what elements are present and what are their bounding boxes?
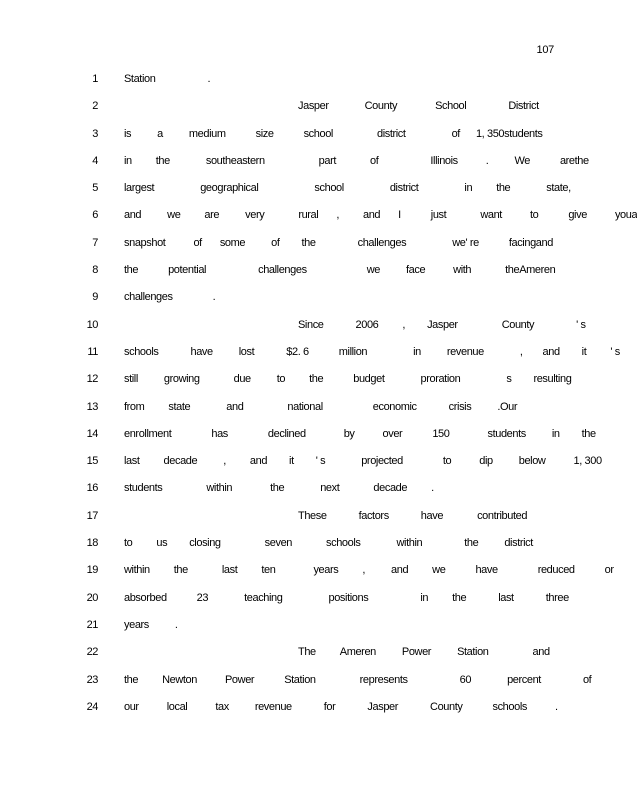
word: or bbox=[604, 564, 614, 577]
line-number: 20 bbox=[86, 591, 98, 604]
word: potential bbox=[168, 264, 207, 277]
word: decade bbox=[163, 455, 198, 468]
word: state bbox=[168, 400, 191, 413]
word: ten bbox=[261, 564, 276, 577]
word: have bbox=[420, 509, 444, 522]
word: the bbox=[173, 564, 188, 577]
word: absorbed bbox=[124, 591, 167, 604]
word: district bbox=[389, 182, 419, 195]
line-number: 13 bbox=[86, 400, 98, 413]
line-number: 2 bbox=[92, 100, 98, 113]
transcript-line bbox=[0, 206, 637, 233]
word: due bbox=[233, 373, 251, 386]
transcript-line bbox=[0, 370, 618, 397]
word: District bbox=[508, 100, 539, 113]
word: and bbox=[532, 646, 550, 659]
transcript-line bbox=[0, 616, 618, 643]
word: closing bbox=[189, 537, 221, 550]
line-text bbox=[124, 619, 178, 631]
word: next bbox=[320, 482, 340, 495]
line-number: 14 bbox=[86, 427, 98, 440]
word: are bbox=[559, 154, 575, 167]
line-text bbox=[124, 401, 517, 413]
word: is bbox=[124, 127, 132, 140]
word: ' s bbox=[315, 455, 326, 468]
line-number: 9 bbox=[92, 291, 98, 304]
transcript-line bbox=[0, 316, 618, 343]
transcript-line bbox=[0, 589, 618, 616]
word: . bbox=[485, 154, 489, 167]
line-number: 5 bbox=[92, 182, 98, 195]
word: Jasper bbox=[427, 318, 458, 331]
transcript-line bbox=[0, 70, 618, 97]
word: to bbox=[442, 455, 452, 468]
line-number: 4 bbox=[92, 154, 98, 167]
word: within bbox=[124, 564, 150, 577]
word: Our bbox=[499, 400, 518, 413]
word: of bbox=[271, 236, 280, 249]
word: below bbox=[518, 455, 546, 468]
word: and bbox=[249, 455, 268, 468]
word: the bbox=[496, 182, 511, 195]
word: positions bbox=[328, 591, 369, 604]
word: proration bbox=[420, 373, 461, 386]
word: size bbox=[255, 127, 274, 140]
word: challenges bbox=[258, 264, 307, 277]
word: from bbox=[124, 400, 145, 413]
word: economic bbox=[372, 400, 417, 413]
word: challenges bbox=[357, 236, 407, 249]
word: school bbox=[314, 182, 344, 195]
page-number: 107 bbox=[536, 44, 554, 56]
word: of bbox=[451, 127, 460, 140]
word: the bbox=[574, 154, 589, 167]
word: the bbox=[301, 236, 316, 249]
line-number: 18 bbox=[86, 537, 98, 550]
word: declined bbox=[267, 427, 306, 440]
transcript-line bbox=[0, 534, 618, 561]
line-number: 6 bbox=[92, 209, 98, 222]
transcript-line bbox=[0, 479, 618, 506]
word: $2. 6 bbox=[286, 345, 309, 358]
word: , bbox=[519, 345, 523, 358]
word: The bbox=[298, 646, 316, 659]
word: 60 bbox=[459, 673, 472, 686]
word: 2006 bbox=[355, 318, 379, 331]
word: decade bbox=[373, 482, 408, 495]
word: part bbox=[318, 154, 337, 167]
word: Ameren bbox=[339, 646, 376, 659]
word: and bbox=[535, 236, 553, 249]
word: revenue bbox=[254, 700, 292, 713]
line-text bbox=[124, 209, 637, 221]
word: some bbox=[219, 236, 246, 249]
word: of bbox=[370, 154, 379, 167]
word: local bbox=[166, 700, 188, 713]
line-number: 15 bbox=[86, 455, 98, 468]
word: the bbox=[505, 264, 520, 277]
transcript-line bbox=[0, 261, 618, 288]
line-number: 7 bbox=[92, 236, 98, 249]
line-text bbox=[298, 100, 539, 112]
word: lost bbox=[238, 345, 255, 358]
word: over bbox=[382, 427, 403, 440]
word: district bbox=[504, 537, 533, 550]
line-number: 12 bbox=[86, 373, 98, 386]
transcript-line bbox=[0, 152, 618, 179]
word: seven bbox=[264, 537, 293, 550]
word: . bbox=[554, 700, 558, 713]
word: students bbox=[124, 482, 163, 495]
word: in bbox=[413, 345, 421, 358]
word: last bbox=[221, 564, 238, 577]
word: a bbox=[157, 127, 163, 140]
word: , bbox=[568, 182, 571, 195]
word: Power bbox=[401, 646, 432, 659]
word: enrollment bbox=[124, 427, 172, 440]
word: to bbox=[124, 537, 133, 550]
word: , bbox=[336, 209, 339, 222]
word: students bbox=[504, 127, 543, 140]
word: it bbox=[581, 345, 587, 358]
line-text bbox=[124, 128, 543, 140]
word: Jasper bbox=[298, 100, 329, 113]
word: just bbox=[430, 209, 447, 222]
transcript-line bbox=[0, 125, 618, 152]
word: for bbox=[323, 700, 336, 713]
word: we' re bbox=[452, 236, 479, 249]
word: Ameren bbox=[519, 264, 556, 277]
word: snapshot bbox=[124, 236, 166, 249]
word: projected bbox=[361, 455, 403, 468]
line-number: 23 bbox=[86, 673, 98, 686]
word: the bbox=[270, 482, 285, 495]
word: largest bbox=[124, 182, 155, 195]
line-text bbox=[124, 373, 571, 385]
word: the bbox=[155, 154, 170, 167]
line-text bbox=[124, 182, 571, 194]
line-text bbox=[124, 537, 533, 549]
word: . bbox=[207, 73, 211, 85]
word: 23 bbox=[196, 591, 209, 604]
word: national bbox=[287, 400, 323, 413]
transcript-body bbox=[0, 70, 637, 725]
word: and bbox=[391, 564, 409, 577]
word: challenges bbox=[124, 291, 173, 304]
line-text bbox=[124, 73, 210, 85]
word: in bbox=[551, 427, 560, 440]
word: are bbox=[204, 209, 220, 222]
transcript-line bbox=[0, 179, 618, 206]
word: Illinois bbox=[430, 154, 458, 167]
word: the bbox=[309, 373, 324, 386]
transcript-line bbox=[0, 343, 618, 370]
word: medium bbox=[188, 127, 226, 140]
word: dip bbox=[479, 455, 493, 468]
word: . bbox=[212, 291, 216, 304]
word: County bbox=[501, 318, 535, 331]
word: 1, 350 bbox=[475, 127, 505, 140]
transcript-line bbox=[0, 643, 618, 670]
word: state bbox=[546, 182, 569, 195]
word: County bbox=[430, 700, 463, 713]
word: , bbox=[223, 455, 226, 468]
line-text bbox=[124, 564, 614, 576]
line-number: 8 bbox=[92, 264, 98, 277]
word: Jasper bbox=[367, 700, 399, 713]
word: the bbox=[464, 537, 479, 550]
word: in bbox=[464, 182, 473, 195]
word: geographical bbox=[200, 182, 259, 195]
word: schools bbox=[124, 345, 159, 358]
word: schools bbox=[492, 700, 527, 713]
word: represents bbox=[359, 673, 408, 686]
word: . bbox=[431, 482, 434, 495]
word: the bbox=[124, 673, 139, 686]
word: 150 bbox=[432, 427, 450, 440]
transcript-line bbox=[0, 288, 618, 315]
line-text bbox=[124, 346, 620, 358]
word: the bbox=[581, 427, 596, 440]
word: ' s bbox=[576, 318, 586, 331]
transcript-line bbox=[0, 452, 618, 479]
word: last bbox=[498, 591, 514, 604]
line-text bbox=[124, 155, 589, 167]
word: and bbox=[226, 400, 244, 413]
word: Station bbox=[457, 646, 489, 659]
line-number: 24 bbox=[86, 700, 98, 713]
line-text bbox=[124, 482, 434, 494]
word: growing bbox=[163, 373, 200, 386]
word: Since bbox=[298, 318, 324, 331]
line-text bbox=[124, 701, 558, 713]
word: factors bbox=[358, 509, 389, 522]
word: give bbox=[568, 209, 587, 222]
transcript-line bbox=[0, 398, 618, 425]
word: rural bbox=[298, 209, 319, 222]
word: with bbox=[453, 264, 472, 277]
word: of bbox=[193, 236, 202, 249]
transcript-line bbox=[0, 425, 618, 452]
word: in bbox=[124, 154, 132, 167]
word: within bbox=[396, 537, 423, 550]
word: tax bbox=[215, 700, 229, 713]
word: face bbox=[405, 264, 426, 277]
line-number: 17 bbox=[86, 509, 98, 522]
word: ' s bbox=[610, 345, 620, 358]
word: and bbox=[542, 345, 560, 358]
word: southeastern bbox=[205, 154, 265, 167]
word: last bbox=[124, 455, 140, 468]
line-number: 11 bbox=[87, 345, 98, 358]
word: revenue bbox=[446, 345, 484, 358]
word: us bbox=[156, 537, 168, 550]
line-text bbox=[124, 674, 591, 686]
word: . bbox=[174, 618, 178, 631]
line-number: 21 bbox=[86, 618, 98, 631]
word: to bbox=[529, 209, 539, 222]
word: million bbox=[338, 345, 368, 358]
word: We bbox=[514, 154, 530, 167]
word: crisis bbox=[448, 400, 472, 413]
word: within bbox=[206, 482, 233, 495]
word: a bbox=[631, 209, 637, 222]
word: in bbox=[420, 591, 429, 604]
word: we bbox=[167, 209, 181, 222]
word: you bbox=[614, 209, 632, 222]
word: schools bbox=[326, 537, 361, 550]
word: very bbox=[245, 209, 265, 222]
line-text bbox=[298, 510, 527, 522]
word: by bbox=[343, 427, 355, 440]
word: contributed bbox=[477, 509, 528, 522]
word: These bbox=[298, 509, 327, 522]
word: we bbox=[366, 264, 380, 277]
word: , bbox=[362, 564, 366, 577]
word: teaching bbox=[244, 591, 283, 604]
line-text bbox=[124, 428, 596, 440]
word: budget bbox=[353, 373, 385, 386]
word: want bbox=[480, 209, 502, 222]
line-number: 1 bbox=[92, 73, 98, 85]
line-number: 3 bbox=[92, 127, 98, 140]
word: three bbox=[545, 591, 569, 604]
word: , bbox=[402, 318, 406, 331]
word: years bbox=[313, 564, 339, 577]
line-number: 19 bbox=[86, 564, 98, 577]
transcript-line bbox=[0, 234, 618, 261]
transcript-line bbox=[0, 561, 618, 588]
word: percent bbox=[507, 673, 541, 686]
word: and bbox=[124, 209, 142, 222]
word: district bbox=[376, 127, 406, 140]
line-text bbox=[124, 237, 553, 249]
transcript-line bbox=[0, 671, 618, 698]
line-text bbox=[124, 264, 555, 276]
word: . bbox=[497, 400, 500, 413]
transcript-line bbox=[0, 507, 618, 534]
word: facing bbox=[508, 236, 536, 249]
line-number: 10 bbox=[86, 318, 98, 331]
word: s bbox=[506, 373, 512, 386]
transcript-line bbox=[0, 698, 618, 725]
word: has bbox=[211, 427, 228, 440]
line-text bbox=[124, 592, 569, 604]
word: to bbox=[276, 373, 286, 386]
word: school bbox=[303, 127, 333, 140]
word: the bbox=[124, 264, 139, 277]
word: Station bbox=[284, 673, 316, 686]
word: years bbox=[124, 618, 149, 631]
word: I bbox=[398, 209, 401, 222]
word: still bbox=[124, 373, 138, 386]
line-text bbox=[124, 291, 215, 303]
word: it bbox=[289, 455, 294, 468]
transcript-line bbox=[0, 97, 618, 124]
line-text bbox=[298, 319, 586, 331]
word: resulting bbox=[533, 373, 572, 386]
word: have bbox=[475, 564, 498, 577]
word: have bbox=[190, 345, 213, 358]
word: and bbox=[362, 209, 381, 222]
word: we bbox=[432, 564, 446, 577]
word: our bbox=[124, 700, 139, 713]
line-text bbox=[124, 455, 602, 467]
line-number: 22 bbox=[86, 646, 98, 659]
word: Power bbox=[225, 673, 255, 686]
word: of bbox=[582, 673, 592, 686]
word: the bbox=[452, 591, 467, 604]
word: Newton bbox=[162, 673, 197, 686]
word: Station bbox=[124, 73, 156, 85]
line-text bbox=[298, 646, 550, 658]
word: School bbox=[435, 100, 467, 113]
line-number: 16 bbox=[86, 482, 98, 495]
word: 1, 300 bbox=[573, 455, 602, 468]
word: reduced bbox=[537, 564, 575, 577]
word: County bbox=[364, 100, 398, 113]
word: students bbox=[487, 427, 526, 440]
